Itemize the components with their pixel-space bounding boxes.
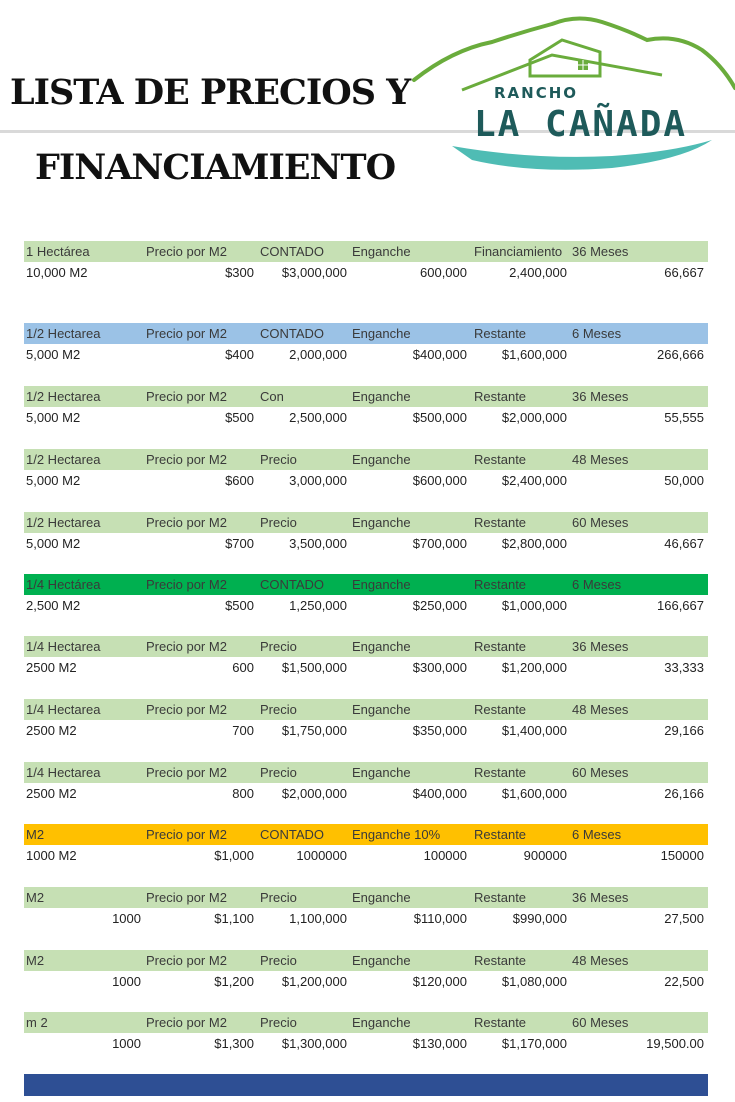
header-cell: Restante	[474, 827, 527, 842]
header-cell: Restante	[474, 639, 527, 654]
value-cell: $400	[225, 347, 254, 362]
header-cell: CONTADO	[260, 827, 325, 842]
header-cell: 1/2 Hectarea	[26, 515, 101, 530]
value-cell: $3,000,000	[281, 265, 347, 280]
value-cell: $700,000	[412, 536, 467, 551]
page-header	[0, 0, 735, 210]
value-cell: 46,667	[664, 536, 704, 551]
value-cell: $2,400,000	[501, 473, 567, 488]
header-cell: M2	[26, 890, 45, 905]
value-cell: 2,000,000	[289, 347, 347, 362]
value-cell: 266,666	[657, 347, 704, 362]
header-cell: 60 Meses	[572, 765, 629, 780]
header-cell: 6 Meses	[572, 827, 622, 842]
value-cell: $400,000	[412, 786, 467, 801]
header-cell: Enganche	[352, 326, 411, 341]
header-cell: Enganche	[352, 452, 411, 467]
price-block-value-row	[24, 470, 708, 491]
header-cell: 6 Meses	[572, 577, 622, 592]
price-block-header-row	[24, 699, 708, 720]
header-cell: Enganche	[352, 389, 411, 404]
price-block-header-row	[24, 950, 708, 971]
value-cell: 150000	[660, 848, 704, 863]
value-cell: $1,100	[214, 911, 254, 926]
value-cell: 3,000,000	[289, 473, 347, 488]
header-cell: Restante	[474, 326, 527, 341]
value-cell: 29,166	[664, 723, 704, 738]
header-cell: Precio por M2	[146, 827, 227, 842]
header-cell: Enganche	[352, 515, 411, 530]
header-cell: 1/4 Hectarea	[26, 639, 101, 654]
header-cell: Precio por M2	[146, 389, 227, 404]
header-cell: Restante	[474, 702, 527, 717]
value-cell: $1,000	[214, 848, 254, 863]
value-cell: 22,500	[664, 974, 704, 989]
header-cell: 48 Meses	[572, 702, 629, 717]
value-cell: $2,000,000	[281, 786, 347, 801]
header-cell: Restante	[474, 765, 527, 780]
value-cell: 600	[232, 660, 254, 675]
header-cell: Enganche	[352, 639, 411, 654]
price-block-header-row	[24, 762, 708, 783]
price-block-header-row	[24, 636, 708, 657]
header-cell: Precio por M2	[146, 577, 227, 592]
logo-text-la-canada: LA CAÑADA	[474, 104, 688, 145]
value-cell: $300	[225, 265, 254, 280]
price-block-header-row	[24, 512, 708, 533]
value-cell: 27,500	[664, 911, 704, 926]
value-cell: $2,800,000	[501, 536, 567, 551]
header-cell: Financiamiento	[474, 244, 563, 259]
header-cell: Enganche	[352, 890, 411, 905]
value-cell: $350,000	[412, 723, 467, 738]
value-cell: $1,200,000	[281, 974, 347, 989]
value-cell: 5,000 M2	[26, 536, 81, 551]
value-cell: $700	[225, 536, 254, 551]
header-cell: Precio por M2	[146, 515, 227, 530]
value-cell: $1,500,000	[281, 660, 347, 675]
value-cell: $1,750,000	[281, 723, 347, 738]
value-cell: $1,300,000	[281, 1036, 347, 1051]
header-cell: 1/2 Hectarea	[26, 326, 101, 341]
header-cell: Enganche	[352, 953, 411, 968]
value-cell: 1,100,000	[289, 911, 347, 926]
header-cell: Precio por M2	[146, 765, 227, 780]
value-cell: $990,000	[512, 911, 567, 926]
header-cell: Precio por M2	[146, 702, 227, 717]
header-cell: 1 Hectárea	[26, 244, 90, 259]
value-cell: 10,000 M2	[26, 265, 88, 280]
header-cell: Precio	[260, 953, 297, 968]
header-cell: 36 Meses	[572, 890, 629, 905]
value-cell: 1000	[112, 974, 141, 989]
value-cell: $1,080,000	[501, 974, 567, 989]
value-cell: 19,500.00	[646, 1036, 704, 1051]
value-cell: $110,000	[413, 911, 467, 926]
header-cell: Restante	[474, 1015, 527, 1030]
value-cell: 1,250,000	[289, 598, 347, 613]
header-cell: CONTADO	[260, 326, 325, 341]
value-cell: $1,200,000	[501, 660, 567, 675]
value-cell: $500,000	[412, 410, 467, 425]
header-cell: Restante	[474, 515, 527, 530]
value-cell: 33,333	[664, 660, 704, 675]
price-block-header-row	[24, 323, 708, 344]
price-block-value-row	[24, 1033, 708, 1054]
header-cell: Enganche	[352, 1015, 411, 1030]
value-cell: 5,000 M2	[26, 473, 81, 488]
header-cell: Precio	[260, 890, 297, 905]
header-cell: 48 Meses	[572, 953, 629, 968]
header-cell: Precio	[260, 1015, 297, 1030]
header-cell: 1/4 Hectarea	[26, 765, 101, 780]
value-cell: 55,555	[664, 410, 704, 425]
value-cell: 3,500,000	[289, 536, 347, 551]
value-cell: 900000	[523, 848, 567, 863]
header-cell: Restante	[474, 890, 527, 905]
value-cell: 1000 M2	[26, 848, 77, 863]
header-cell: Precio por M2	[146, 452, 227, 467]
value-cell: $1,600,000	[501, 786, 567, 801]
price-block-value-row	[24, 845, 708, 866]
price-block-value-row	[24, 344, 708, 365]
price-block-header-row	[24, 574, 708, 595]
header-cell: CONTADO	[260, 244, 325, 259]
value-cell: $300,000	[412, 660, 467, 675]
header-cell: 1/4 Hectárea	[26, 577, 101, 592]
header-cell: Enganche	[352, 244, 411, 259]
price-block-value-row	[24, 783, 708, 804]
header-cell: 36 Meses	[572, 244, 629, 259]
price-block-value-row	[24, 971, 708, 992]
header-cell: Precio	[260, 765, 297, 780]
value-cell: 1000000	[296, 848, 347, 863]
header-cell: 48 Meses	[572, 452, 629, 467]
header-cell: Restante	[474, 577, 527, 592]
header-cell: Precio	[260, 515, 297, 530]
header-cell: Enganche	[352, 765, 411, 780]
value-cell: 2500 M2	[26, 660, 77, 675]
header-cell: 1/4 Hectarea	[26, 702, 101, 717]
value-cell: $400,000	[412, 347, 467, 362]
header-cell: M2	[26, 827, 45, 842]
header-cell: Precio	[260, 639, 297, 654]
header-cell: Precio	[260, 452, 297, 467]
value-cell: 700	[232, 723, 254, 738]
header-cell: 36 Meses	[572, 389, 629, 404]
value-cell: $500	[225, 410, 254, 425]
value-cell: 166,667	[657, 598, 704, 613]
value-cell: 2,400,000	[509, 265, 567, 280]
header-cell: 36 Meses	[572, 639, 629, 654]
value-cell: 5,000 M2	[26, 347, 81, 362]
header-cell: Precio por M2	[146, 639, 227, 654]
price-block-value-row	[24, 407, 708, 428]
value-cell: $1,600,000	[501, 347, 567, 362]
price-block-value-row	[24, 595, 708, 616]
value-cell: 1000	[112, 911, 141, 926]
header-cell: 1/2 Hectarea	[26, 389, 101, 404]
price-block-header-row	[24, 241, 708, 262]
price-block-header-row	[24, 824, 708, 845]
value-cell: 600,000	[420, 265, 467, 280]
value-cell: 26,166	[664, 786, 704, 801]
header-cell: Enganche	[352, 702, 411, 717]
page-title-line-1: LISTA DE PRECIOS Y	[10, 72, 411, 113]
value-cell: 2500 M2	[26, 723, 77, 738]
logo-text-rancho: RANCHO	[494, 84, 579, 102]
price-block-value-row	[24, 262, 708, 283]
header-cell: 60 Meses	[572, 1015, 629, 1030]
price-block-header-row	[24, 1012, 708, 1033]
header-cell: Enganche 10%	[352, 827, 441, 842]
value-cell: 1000	[112, 1036, 141, 1051]
value-cell: 2,500 M2	[26, 598, 81, 613]
header-cell: Precio por M2	[146, 953, 227, 968]
value-cell: $600,000	[412, 473, 467, 488]
footer-bar	[24, 1074, 708, 1096]
header-cell: Precio por M2	[146, 244, 227, 259]
header-cell: Precio por M2	[146, 326, 227, 341]
header-cell: Precio por M2	[146, 1015, 227, 1030]
value-cell: $120,000	[412, 974, 467, 989]
value-cell: $600	[225, 473, 254, 488]
header-cell: Con	[260, 389, 284, 404]
price-block-header-row	[24, 386, 708, 407]
header-cell: Precio por M2	[146, 890, 227, 905]
value-cell: $500	[225, 598, 254, 613]
header-cell: Restante	[474, 389, 527, 404]
header-cell: Restante	[474, 953, 527, 968]
value-cell: 100000	[423, 848, 467, 863]
header-cell: Enganche	[352, 577, 411, 592]
value-cell: $1,000,000	[501, 598, 567, 613]
value-cell: $1,170,000	[501, 1036, 567, 1051]
page-title-line-2: FINANCIAMIENTO	[35, 147, 396, 188]
price-block-value-row	[24, 720, 708, 741]
header-cell: Restante	[474, 452, 527, 467]
value-cell: $1,300	[214, 1036, 254, 1051]
price-block-value-row	[24, 533, 708, 554]
value-cell: 50,000	[664, 473, 704, 488]
header-cell: 1/2 Hectarea	[26, 452, 101, 467]
value-cell: $130,000	[412, 1036, 467, 1051]
header-cell: 6 Meses	[572, 326, 622, 341]
value-cell: $1,200	[214, 974, 254, 989]
value-cell: $250,000	[412, 598, 467, 613]
value-cell: 5,000 M2	[26, 410, 81, 425]
value-cell: 66,667	[664, 265, 704, 280]
header-cell: m 2	[26, 1015, 48, 1030]
header-cell: Precio	[260, 702, 297, 717]
value-cell: 2,500,000	[289, 410, 347, 425]
price-block-value-row	[24, 908, 708, 929]
value-cell: $1,400,000	[501, 723, 567, 738]
value-cell: 2500 M2	[26, 786, 77, 801]
header-cell: 60 Meses	[572, 515, 629, 530]
header-cell: M2	[26, 953, 45, 968]
rancho-la-canada-logo	[412, 10, 735, 175]
price-block-header-row	[24, 887, 708, 908]
header-cell: CONTADO	[260, 577, 325, 592]
value-cell: 800	[232, 786, 254, 801]
price-block-header-row	[24, 449, 708, 470]
value-cell: $2,000,000	[501, 410, 567, 425]
price-block-value-row	[24, 657, 708, 678]
